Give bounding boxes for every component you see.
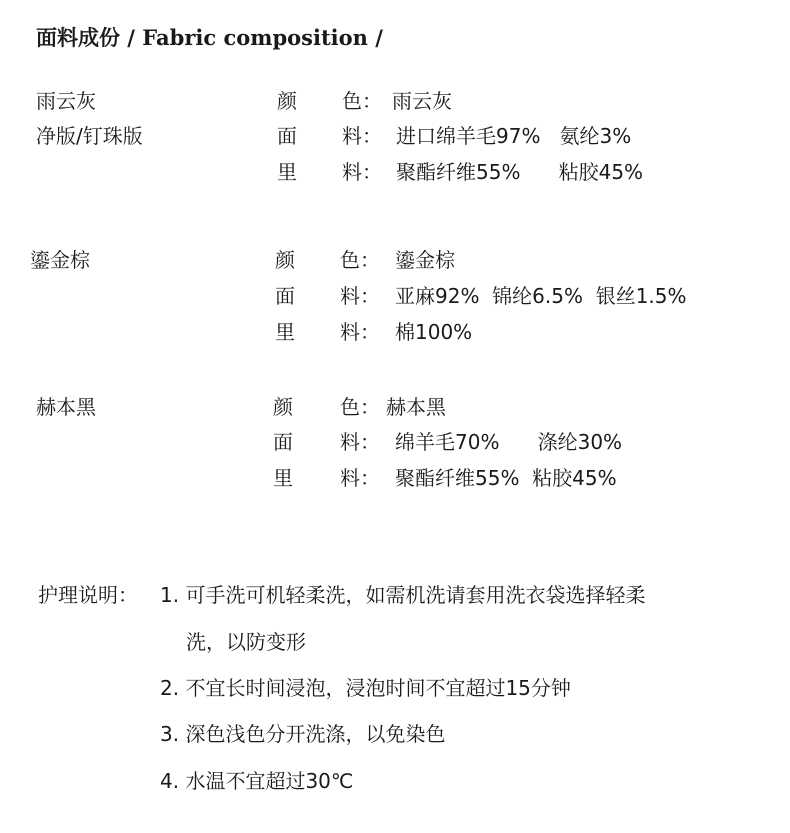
fabric-label-char: 面 bbox=[273, 430, 293, 454]
fabric-label-char: 面 bbox=[275, 284, 295, 308]
fabric-label-colon: 料： bbox=[340, 430, 380, 454]
lining-label-colon: 料： bbox=[340, 320, 380, 344]
color-label-colon: 色： bbox=[340, 248, 380, 272]
variant-subname: 净版/钉珠版 bbox=[36, 124, 143, 148]
fabric-value: 亚麻92% 锦纶6.5% 银丝1.5% bbox=[395, 284, 687, 308]
care-item-1-continuation: 洗，以防变形 bbox=[186, 630, 306, 654]
lining-value: 棉100% bbox=[395, 320, 473, 344]
color-value: 雨云灰 bbox=[392, 89, 452, 113]
care-item-2: 2. 不宜长时间浸泡，浸泡时间不宜超过15分钟 bbox=[160, 676, 571, 700]
color-label-colon: 色： bbox=[342, 89, 382, 113]
care-item-1: 1. 可手洗可机轻柔洗，如需机洗请套用洗衣袋选择轻柔 bbox=[160, 583, 646, 607]
lining-label-colon: 料： bbox=[340, 466, 380, 490]
page-title: 面料成份 / Fabric composition / bbox=[36, 25, 383, 50]
variant-name: 雨云灰 bbox=[36, 89, 96, 113]
care-item-4: 4. 水温不宜超过30℃ bbox=[160, 769, 354, 793]
fabric-value: 进口绵羊毛97% 氨纶3% bbox=[396, 124, 632, 148]
color-label-char: 颜 bbox=[275, 248, 295, 272]
variant-name: 赫本黑 bbox=[36, 395, 96, 419]
color-value: 鎏金棕 bbox=[395, 248, 455, 272]
lining-value: 聚酯纤维55% 粘胶45% bbox=[395, 466, 617, 490]
lining-value: 聚酯纤维55% 粘胶45% bbox=[396, 160, 644, 184]
lining-label-colon: 料： bbox=[342, 160, 382, 184]
color-label-char: 颜 bbox=[277, 89, 297, 113]
lining-label-char: 里 bbox=[273, 466, 293, 490]
fabric-label-colon: 料： bbox=[342, 124, 382, 148]
care-label: 护理说明： bbox=[38, 583, 138, 607]
lining-label-char: 里 bbox=[275, 320, 295, 344]
fabric-label-char: 面 bbox=[277, 124, 297, 148]
color-label-char: 颜 bbox=[273, 395, 293, 419]
care-item-3: 3. 深色浅色分开洗涤，以免染色 bbox=[160, 722, 446, 746]
fabric-label-colon: 料： bbox=[340, 284, 380, 308]
lining-label-char: 里 bbox=[277, 160, 297, 184]
color-label-colon: 色： bbox=[340, 395, 380, 419]
color-value: 赫本黑 bbox=[386, 395, 446, 419]
fabric-value: 绵羊毛70% 涤纶30% bbox=[395, 430, 623, 454]
variant-name: 鎏金棕 bbox=[30, 248, 90, 272]
